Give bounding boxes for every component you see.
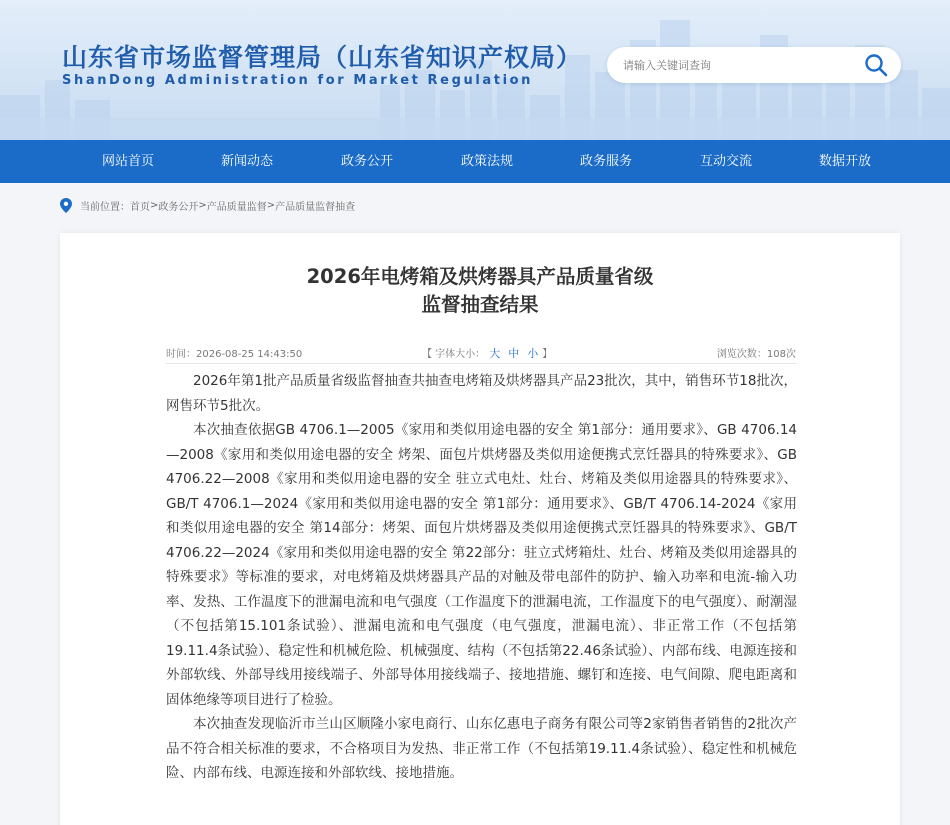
article-card	[60, 233, 900, 825]
font-size-medium-button[interactable]: 中	[508, 347, 520, 360]
search-icon[interactable]	[863, 52, 889, 78]
article-paragraph: 2026年第1批产品质量省级监督抽查共抽查电烤箱及烘烤器具产品23批次，其中，销售环节18批次，网售环节5批次。	[166, 373, 797, 414]
nav-item-gov-affairs[interactable]: 政务公开	[340, 154, 393, 169]
font-size-small-button[interactable]: 小	[527, 347, 539, 360]
article-meta	[166, 345, 796, 361]
search-box	[607, 47, 901, 83]
nav-item-home[interactable]: 网站首页	[101, 154, 154, 169]
nav-item-services[interactable]: 政务服务	[579, 154, 632, 169]
breadcrumb-separator: >	[266, 199, 276, 211]
breadcrumb-prefix: 当前位置：	[80, 201, 130, 213]
site-title[interactable]: 山东省市场监督管理局（山东省知识产权局）	[62, 43, 583, 72]
nav-item-interaction[interactable]: 互动交流	[699, 154, 752, 169]
font-size-end: 】	[542, 349, 553, 360]
breadcrumb-separator: >	[198, 199, 207, 211]
breadcrumb-home[interactable]: 首页	[130, 201, 150, 213]
view-count: 浏览次数：108次	[716, 349, 796, 360]
font-size-control	[422, 345, 552, 361]
font-size-large-button[interactable]: 大	[489, 347, 501, 360]
main-nav	[0, 140, 950, 183]
font-size-label: 【 字体大小：	[422, 349, 486, 360]
article-body	[166, 369, 797, 786]
article-title	[60, 263, 900, 319]
nav-item-policies[interactable]: 政策法规	[460, 154, 513, 169]
breadcrumb-gov-affairs[interactable]: 政务公开	[158, 201, 199, 213]
site-header	[0, 0, 950, 140]
location-pin-icon	[60, 198, 72, 213]
breadcrumb-spot-check[interactable]: 产品质量监督抽查	[275, 201, 356, 213]
breadcrumb-separator: >	[150, 199, 159, 211]
nav-item-open-data[interactable]: 数据开放	[818, 154, 871, 169]
article-title-line-2: 监督抽查结果	[421, 293, 539, 316]
breadcrumb	[60, 196, 355, 214]
nav-item-news[interactable]: 新闻动态	[220, 154, 273, 169]
site-subtitle-en: ShanDong Administration for Market Regulation	[62, 73, 534, 88]
search-input[interactable]	[623, 55, 853, 75]
meta-divider	[166, 363, 796, 364]
article-title-line-1: 2026年电烤箱及烘烤器具产品质量省级	[306, 265, 654, 288]
article-paragraph: 本次抽查依据GB 4706.1—2005《家用和类似用途电器的安全 第1部分：通用要求》、GB 4706.14—2008《家用和类似用途电器的安全 烤架、面包片烘烤器及类似用途便携式烹饪器具的特殊要求》、GB 4706.22—2008《家用和类似用途电器的安全 驻立式电灶、灶台、烤箱及类似用途器具的特殊要求》、GB/T 4706.1—2024《家用和类似用途电器的安全 第1部分：通用要求》、GB/T 4706.14-2024《家用和类似用途电器的安全 第14部分：烤架、面包片烘烤器及类似用途便携式烹饪器具的特殊要求》、GB/T 4706.22—2024《家用和类似用途电器的安全 第22部分：驻立式烤箱灶、灶台、烤箱及类似用途器具的特殊要求》等标准的要求，对电烤箱及烘烤器具产品的对触及带电部件的防护、输入功率和电流-输入功率、发热、工作温度下的泄漏电流和电气强度（工作温度下的泄漏电流，工作温度下的电气强度）、耐潮湿（不包括第15.101条试验）、泄漏电流和电气强度（电气强度，泄漏电流）、非正常工作（不包括第19.11.4条试验）、稳定性和机械危险、机械强度、结构（不包括第22.46条试验）、内部布线、电源连接和外部软线、外部导线用接线端子、外部导体用接线端子、接地措施、螺钉和连接、电气间隙、爬电距离和固体绝缘等项目进行了检验。	[166, 422, 797, 708]
breadcrumb-quality-supervision[interactable]: 产品质量监督	[206, 201, 267, 213]
article-paragraph: 本次抽查发现临沂市兰山区顺隆小家电商行、山东亿惠电子商务有限公司等2家销售者销售的2批次产品不符合相关标准的要求，不合格项目为发热、非正常工作（不包括第19.11.4条试验）、稳定性和机械危险、内部布线、电源连接和外部软线、接地措施。	[166, 716, 797, 781]
publish-time: 时间：2026-08-25 14:43:50	[166, 349, 303, 360]
